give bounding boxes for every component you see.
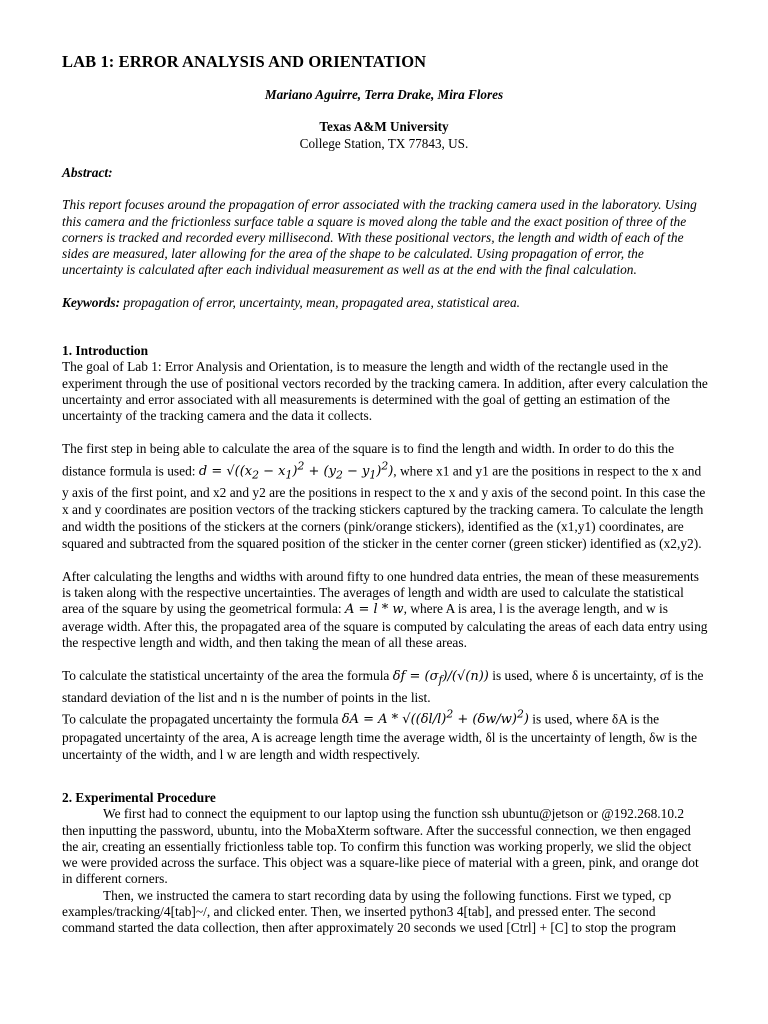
keywords-line (62, 295, 708, 311)
introduction-section (62, 343, 708, 763)
intro-p4-lead: To calculate the statistical uncertainty of the area the formula (62, 668, 393, 684)
abstract-section (62, 165, 708, 311)
section-heading-procedure: 2. Experimental Procedure (62, 790, 216, 805)
procedure-paragraph-2: Then, we instructed the camera to start recording data by using the following functions. First we typed, cp examples/tracking/4[tab]~/, and clicked enter. Then, we inserted python3 4[tab], and pressed enter. The second command started the data collection, then after approximately 20 seconds we used [Ctrl] + [C] to stop the program (62, 887, 677, 936)
intro-p4-rest: is used, where δ is uncertainty, σf is the standard deviation of the list and n is the number of points in the list. (62, 668, 704, 705)
intro-paragraph-4 (62, 667, 708, 706)
intro-p5-rest: is used, where δA is the propagated uncertainty of the area, A is acreage length time the average width, δl is the uncertainty of length, δw is the uncertainty of the width, and l w are length and width respectively. (62, 711, 698, 762)
intro-p5-lead: To calculate the propagated uncertainty the formula (62, 711, 342, 727)
intro-paragraph-5 (62, 706, 708, 763)
section-heading-introduction: 1. Introduction (62, 343, 149, 358)
author-list: Mariano Aguirre, Terra Drake, Mira Flores (264, 87, 504, 102)
intro-paragraph-1: The goal of Lab 1: Error Analysis and Orientation, is to measure the length and width of the rectangle used in the experiment through the use of positional vectors recorded by the tracking camera. In addition, after every calculation the uncertainty and error associated with all measurements is determined with the goal of getting an estimation of the uncertainty of the tracking camera and the data it collects. (62, 359, 708, 424)
area-formula: A = l * w (344, 602, 404, 618)
distance-formula: $d = √((x_2 - x_1)^2 + (y_2 - y_1)^2)$ (198, 459, 394, 482)
procedure-paragraph-1: We first had to connect the equipment to our laptop using the function ssh ubuntu@jetson or @192.268.10.2 then inputting the password, ubuntu, into the MobaXterm software. After the successful connection, we then engaged the air, creating an essentially frictionless table top. To confirm this function was working properly, we slid the object we were provided across the surface. This object was a square-like piece of material with a green, pink, and orange dot in different corners. (62, 806, 699, 887)
procedure-section (62, 790, 708, 937)
paper-title: LAB 1: ERROR ANALYSIS AND ORIENTATION (62, 52, 427, 71)
keywords-label: Keywords: (62, 294, 121, 310)
intro-p2-lead: The first step in being able to calculate the area of the square is to find the length and width. In order to do this the distance formula is used: (62, 441, 675, 479)
university-location: College Station, TX 77843, US. (299, 136, 469, 151)
intro-p2-rest: , where x1 and y1 are the positions in respect to the x and y axis of the first point, and x2 and y2 are the positions in respect to the x and y axis of the second point. In this case the x and y coordinates are position vectors of the tracking stickers captured by the tracking camera. To calculate the length and width the positions of the stickers at the corners (pink/orange stickers), identified as the (x1,y1) coordinates, are squared and subtracted from the squared position of the sticker in the center corner (green sticker) identified as (x2,y2). (62, 463, 706, 552)
abstract-heading: Abstract: (62, 165, 113, 180)
propagated-uncertainty-formula: $\delta A = A * √((\delta l/l)^2 + (\delta w/w)^2)$ (341, 708, 529, 728)
intro-paragraph-2 (62, 440, 708, 552)
statistical-uncertainty-formula: $\delta f = (\sigma_f)/(√(n))$ (392, 669, 489, 687)
affiliation (0, 118, 768, 152)
intro-p3-rest: , where A is area, l is the average length, and w is average width. After this, the propagated area of the square is computed by calculating the areas of each data entry using the respective length and width, and then taking the mean of all these areas. (62, 601, 708, 650)
intro-paragraph-3 (62, 569, 708, 651)
university-name: Texas A&M University (319, 119, 449, 134)
keywords-text: propagation of error, uncertainty, mean, propagated area, statistical area. (120, 294, 520, 310)
intro-p3-lead: After calculating the lengths and widths with around fifty to one hundred data entries, the mean of these measurements is taken along with the respective uncertainties. The averages of length and width are used to calculate the statistical area of the square by using the geometrical formula: (62, 568, 699, 617)
abstract-text: This report focuses around the propagation of error associated with the tracking camera used in the laboratory. Using this camera and the frictionless surface table a square is moved along the table and the exact position of three of the corners is tracked and recorded every millisecond. With these positional vectors, the length and width of each of the sides are measured, later allowing for the area of the shape to be calculated. Using propagation of error, the uncertainty is calculated after each individual measurement as well as at the end with the final calculation. (62, 197, 697, 278)
